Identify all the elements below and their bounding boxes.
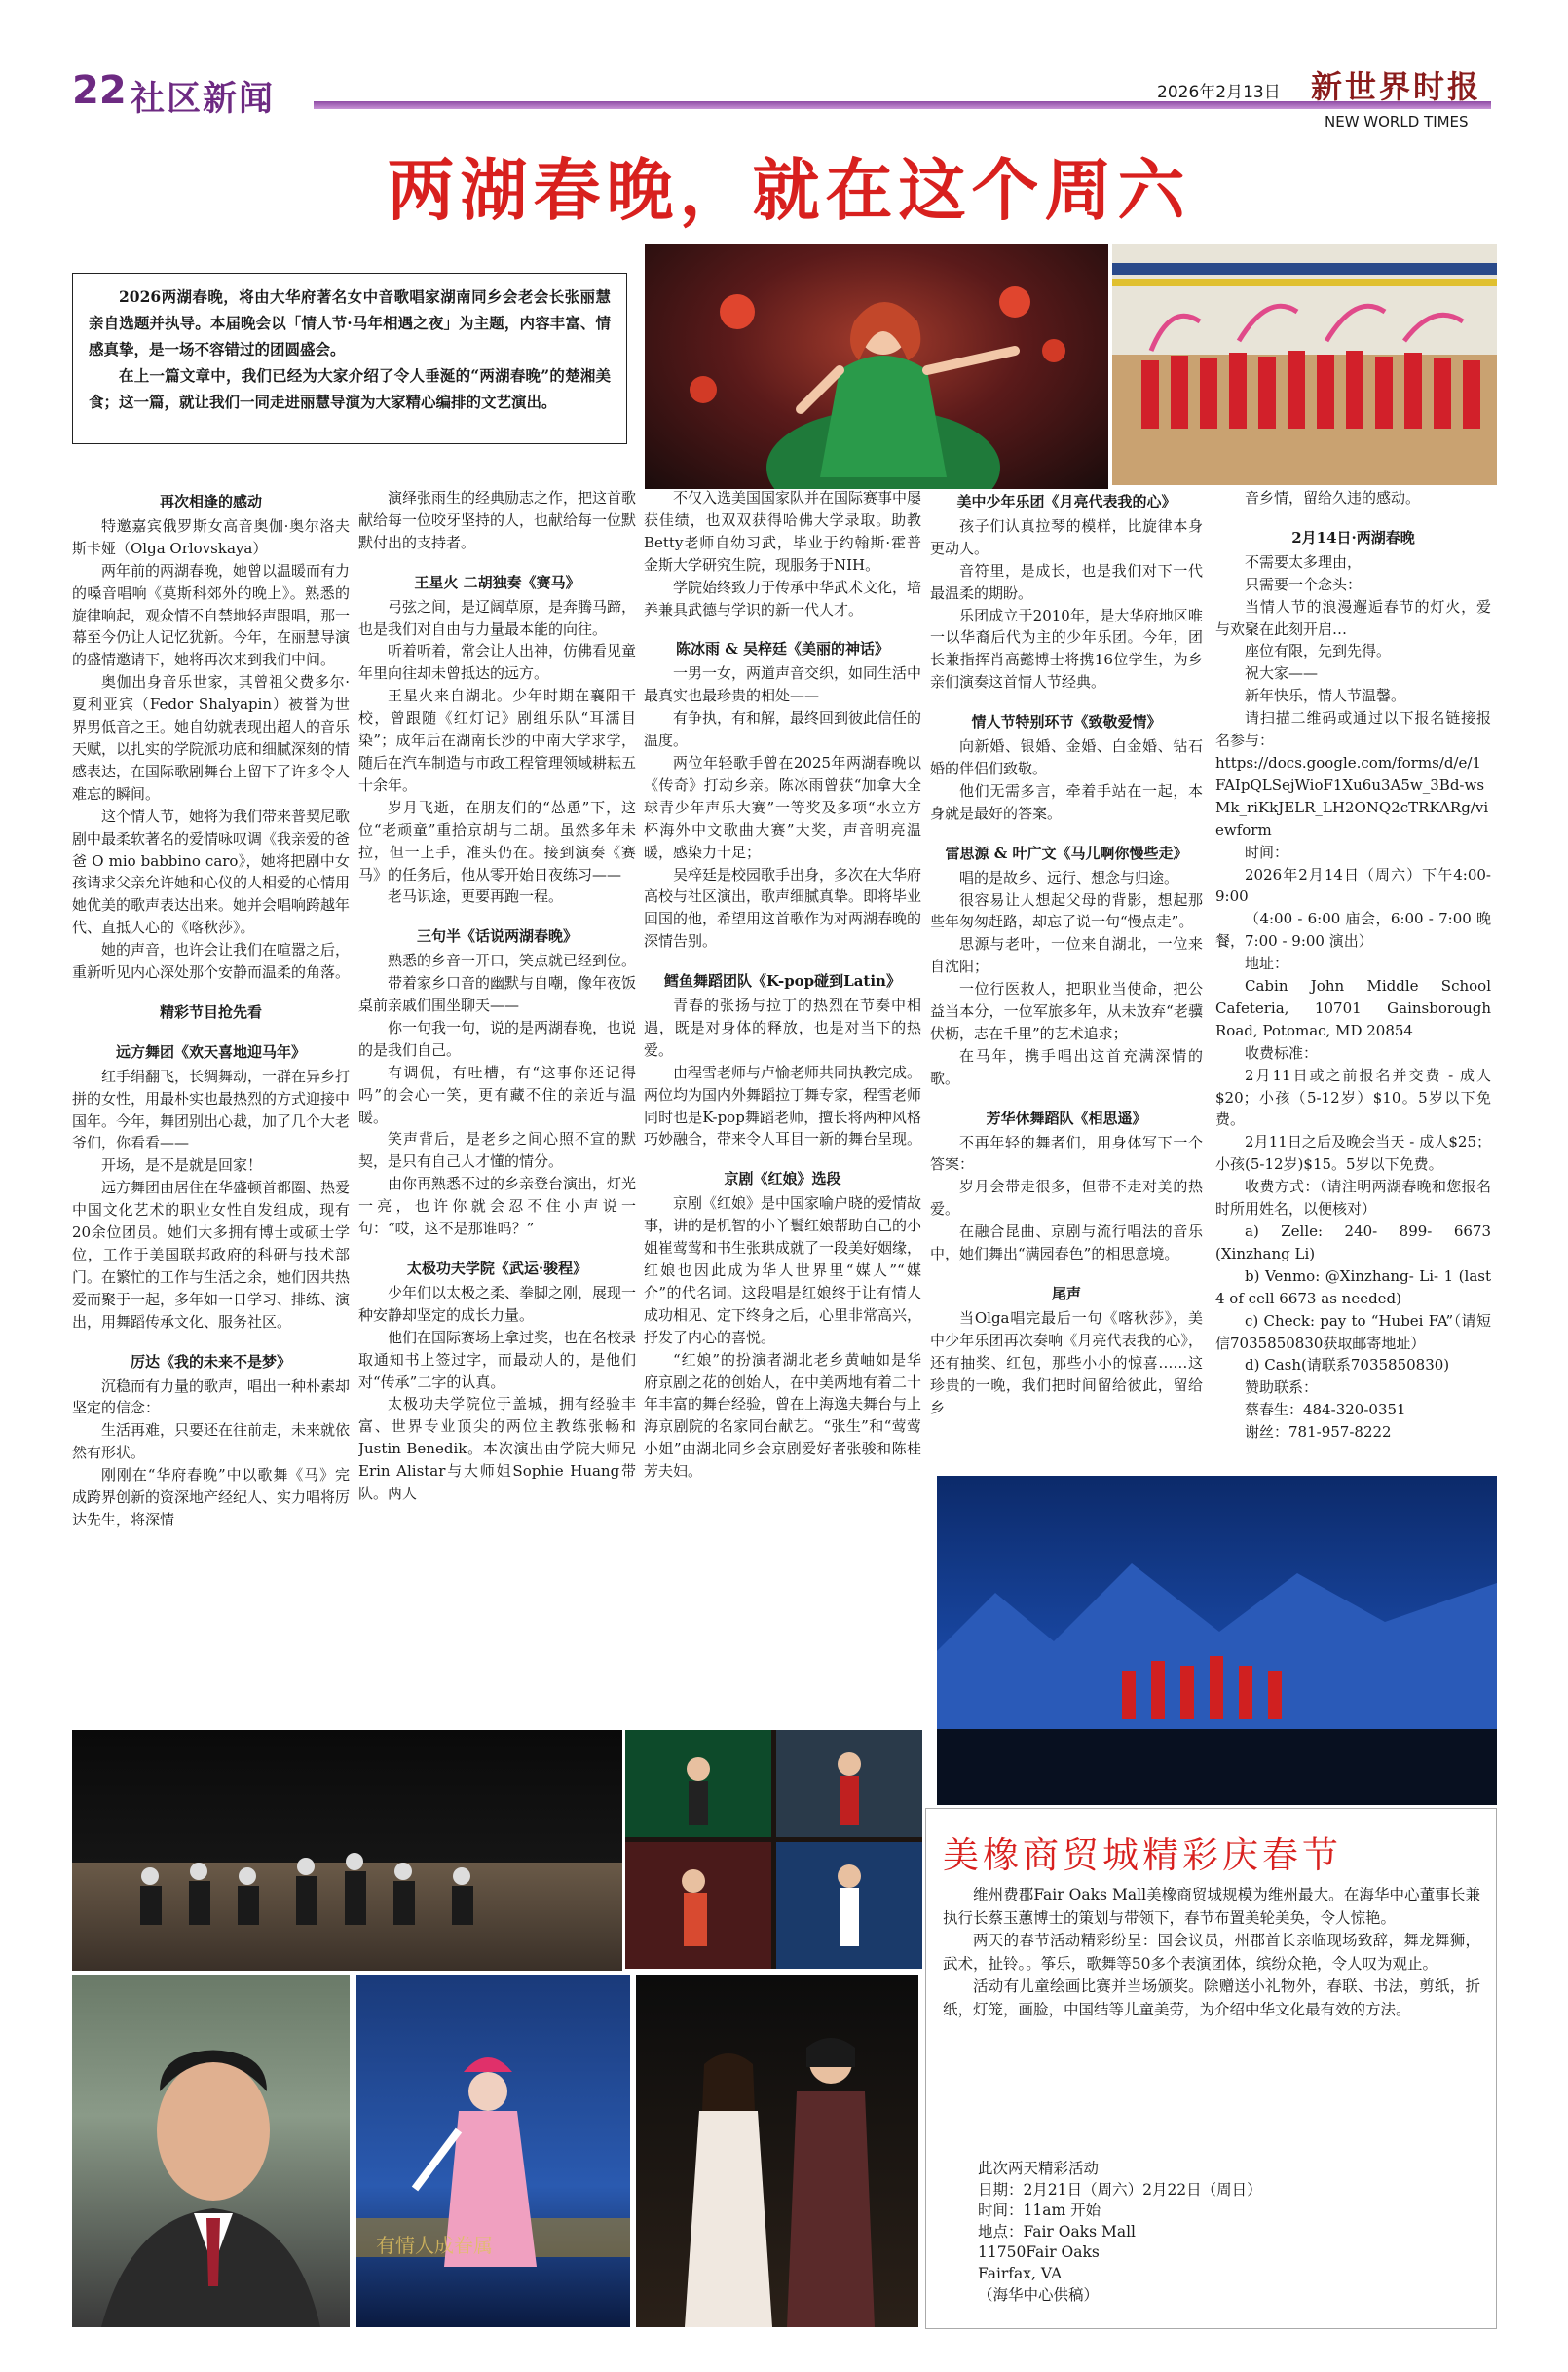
article-paragraph: 音乡情，留给久违的感动。 bbox=[1245, 489, 1421, 507]
article-paragraph: 当Olga唱完最后一句《喀秋莎》，美中少年乐团再次奏响《月亮代表我的心》，还有抽奖、红包，那些小小的惊喜……这珍贵的一晚，我们把时间留给彼此，留给乡 bbox=[930, 1308, 1203, 1416]
subheading: 鳕鱼舞蹈团队《K-pop碰到Latin》 bbox=[664, 972, 901, 991]
ad-paragraph: 活动有儿童绘画比赛并当场颁奖。除赠送小礼物外，春联、书法，剪纸，折纸，灯笼，画脸，中国结等儿童美劳，为介绍中华文化最有效的方法。 bbox=[943, 1977, 1480, 2018]
article-column-3 bbox=[644, 487, 921, 1666]
subheading: 芳华休舞蹈队《相思遥》 bbox=[986, 1109, 1147, 1127]
subheading: 京剧《红娘》选段 bbox=[724, 1170, 841, 1188]
ad-paragraph: 维州费郡Fair Oaks Mall美橡商贸城规模为维州最大。在海华中心董事长兼执行长蔡玉蕙博士的策划与带领下，春节布置美轮美奂，令人惊艳。 bbox=[943, 1886, 1480, 1927]
ad-body bbox=[943, 1884, 1480, 2021]
article-paragraph: （4:00 - 6:00 庙会，6:00 - 7:00 晚餐，7:00 - 9:00 演出） bbox=[1215, 910, 1491, 951]
ad-info-line: 此次两天精彩活动 bbox=[978, 2160, 1100, 2177]
subheading: 厉达《我的未来不是梦》 bbox=[130, 1352, 291, 1371]
photo-peking-opera bbox=[356, 1975, 630, 2327]
article-paragraph: 熟悉的乡音一开口，笑点就已经到位。 bbox=[388, 952, 636, 970]
article-paragraph: 2026年2月14日（周六）下午4:00-9:00 bbox=[1215, 865, 1491, 906]
article-paragraph: 由程雪老师与卢愉老师共同执教完成。两位均为国内外舞蹈拉丁舞专家，程雪老师同时也是K-pop舞蹈老师，擅长将两种风格巧妙融合，带来令人耳目一新的舞台呈现。 bbox=[644, 1063, 921, 1148]
section-title: 社区新闻 bbox=[131, 80, 276, 119]
photo-soprano bbox=[645, 244, 1108, 489]
article-paragraph: 祝大家—— bbox=[1245, 664, 1319, 683]
article-paragraph: 王星火来自湖北。少年时期在襄阳干校，曾跟随《红灯记》剧组乐队“耳濡目染”；成年后在湖南长沙的中南大学求学，随后在汽车制造与市政工程管理领域耕耘五十余年。 bbox=[358, 687, 636, 794]
article-paragraph: 沉稳而有力量的歌声，唱出一种朴素却坚定的信念： bbox=[72, 1376, 350, 1417]
soprano-illustration bbox=[645, 244, 1108, 489]
article-paragraph: 思源与老叶，一位来自湖北，一位来自沈阳； bbox=[930, 935, 1203, 976]
article-paragraph: b) Venmo: @Xinzhang- Li- 1 (last 4 of cell 6673 as needed) bbox=[1215, 1266, 1491, 1307]
article-paragraph: 当情人节的浪漫邂逅春节的灯火，爱与欢聚在此刻开启… bbox=[1215, 597, 1491, 638]
article-paragraph: 不仅入选美国国家队并在国际赛事中屡获佳绩，也双双获得哈佛大学录取。助教Betty老师自幼习武，毕业于约翰斯·霍普金斯大学研究生院，现服务于NIH。 bbox=[644, 489, 921, 574]
ad-info-line: 时间：11am 开始 bbox=[978, 2202, 1101, 2220]
article-paragraph: 孩子们认真拉琴的模样，比旋律本身更动人。 bbox=[930, 516, 1203, 557]
article-paragraph: 你一句我一句，说的是两湖春晚，也说的是我们自己。 bbox=[358, 1018, 636, 1059]
article-paragraph: 新年快乐，情人节温馨。 bbox=[1245, 687, 1406, 705]
page-number: 22 bbox=[72, 68, 127, 113]
article-paragraph: 有争执，有和解，最终回到彼此信任的温度。 bbox=[644, 709, 921, 750]
article-paragraph: 她的声音，也许会让我们在喧嚣之后，重新听见内心深处那个安静而温柔的角落。 bbox=[72, 941, 350, 982]
dance-collage-illustration bbox=[625, 1730, 922, 1969]
article-paragraph: 两位年轻歌手曾在2025年两湖春晚以《传奇》打动乡亲。陈冰雨曾获“加拿大全球青少年声乐大赛”一等奖及多项“水立方杯海外中文歌曲大赛”大奖，声音明亮温暖，感染力十足； bbox=[644, 753, 921, 861]
article-paragraph: 红手绢翻飞，长绸舞动，一群在异乡打拼的女性，用最朴实也最热烈的方式迎接中国年。今年，舞团别出心裁，加了几个大老爷们，你看看—— bbox=[72, 1067, 350, 1152]
article-paragraph: 吴梓廷是校园歌手出身，多次在大华府高校与社区演出，歌声细腻真挚。即将毕业回国的他，希望用这首歌作为对两湖春晚的深情告别。 bbox=[644, 865, 921, 951]
subheading: 三句半《话说两湖春晚》 bbox=[416, 927, 578, 946]
subheading: 陈冰雨 & 吴梓廷《美丽的神话》 bbox=[676, 640, 889, 659]
article-paragraph: 不再年轻的舞者们，用身体写下一个答案： bbox=[930, 1133, 1203, 1174]
article-paragraph: 请扫描二维码或通过以下报名链接报名参与： bbox=[1215, 709, 1491, 750]
article-paragraph: 蔡春生：484-320-0351 bbox=[1245, 1401, 1406, 1419]
article-paragraph: 少年们以太极之柔、拳脚之刚，展现一种安静却坚定的成长力量。 bbox=[358, 1283, 636, 1324]
duet-illustration bbox=[636, 1975, 918, 2327]
article-paragraph: 岁月会带走很多，但带不走对美的热爱。 bbox=[930, 1178, 1203, 1219]
article-paragraph: 在融合昆曲、京剧与流行唱法的音乐中，她们舞出“满园春色”的相思意境。 bbox=[930, 1223, 1203, 1263]
article-paragraph: 两年前的两湖春晚，她曾以温暖而有力的嗓音唱响《莫斯科郊外的晚上》。熟悉的旋律响起，观众情不自禁地轻声跟唱，那一幕至今仍让人记忆犹新。今年，在丽慧导演的盛情邀请下，她将再次来到我们中间。 bbox=[72, 561, 350, 669]
article-paragraph: 收费标准： bbox=[1245, 1043, 1319, 1062]
article-paragraph: 2月11日或之前报名并交费 - 成人$20；小孩（5-12岁）$10。5岁以下免费。 bbox=[1215, 1066, 1491, 1129]
subheading: 太极功夫学院《武运·骏程》 bbox=[406, 1260, 588, 1277]
ad-info-line: 11750Fair Oaks bbox=[978, 2243, 1100, 2262]
article-paragraph: 太极功夫学院位于盖城，拥有经验丰富、世界专业顶尖的两位主教练张畅和Justin Benedik。本次演出由学院大师兄Erin Alistar与大师姐Sophie Huang带队。两人 bbox=[358, 1395, 636, 1503]
subheading: 远方舞团《欢天喜地迎马年》 bbox=[115, 1042, 306, 1061]
article-paragraph: 收费方式：（请注明两湖春晚和您报名时所用姓名，以便核对） bbox=[1215, 1178, 1491, 1219]
masthead: 新世界时报 bbox=[1311, 68, 1482, 105]
orchestra-illustration bbox=[72, 1730, 622, 1971]
article-paragraph: 有调侃，有吐槽，有“这事你还记得吗”的会心一笑，更有藏不住的亲近与温暖。 bbox=[358, 1063, 636, 1126]
portrait-illustration bbox=[72, 1975, 350, 2327]
ad-paragraph: 两天的春节活动精彩纷呈：国会议员，州郡首长亲临现场致辞，舞龙舞狮，武术，扯铃。。筝乐，歌舞等50多个表演团体，缤纷众艳，令人叹为观止。 bbox=[943, 1932, 1480, 1973]
article-paragraph: 刚刚在“华府春晚”中以歌舞《马》完成跨界创新的资深地产经纪人、实力唱将厉达先生，将深情 bbox=[72, 1466, 350, 1528]
registration-link: https://docs.google.com/forms/d/e/1FAIpQLSejWioF1Xu6u3A5w_3Bd-wsMk_riKkJELR_LH2ONQ2cTRKARg/viewform bbox=[1215, 753, 1489, 839]
subheading: 2月14日·两湖春晚 bbox=[1291, 528, 1415, 546]
article-paragraph: 音符里，是成长，也是我们对下一代最温柔的期盼。 bbox=[930, 561, 1203, 602]
ad-event-info bbox=[978, 2159, 1262, 2306]
article-paragraph: 赞助联系： bbox=[1245, 1378, 1319, 1397]
article-paragraph: 他们无需多言，牵着手站在一起，本身就是最好的答案。 bbox=[930, 781, 1203, 822]
article-paragraph: 他们在国际赛场上拿过奖，也在名校录取通知书上签过字，而最动人的，是他们对“传承”二字的认真。 bbox=[358, 1328, 636, 1391]
article-paragraph: a) Zelle: 240- 899- 6673 (Xinzhang Li) bbox=[1215, 1223, 1491, 1262]
article-paragraph: 笑声背后，是老乡之间心照不宣的默契，是只有自己人才懂的情分。 bbox=[358, 1130, 636, 1171]
subheading: 王星火 二胡独奏《赛马》 bbox=[414, 573, 580, 591]
ad-info-line: （海华中心供稿） bbox=[978, 2285, 1100, 2304]
article-paragraph: 时间： bbox=[1245, 843, 1289, 861]
article-paragraph: 生活再难，只要还在往前走，未来就依然有形状。 bbox=[72, 1421, 350, 1462]
subheading: 再次相逢的感动 bbox=[159, 493, 262, 510]
intro-paragraph: 2026两湖春晚，将由大华府著名女中音歌唱家湖南同乡会老会长张丽慧亲自选题并执导。本届晚会以「情人节·马年相遇之夜」为主题，内容丰富、情感真挚，是一场不容错过的团圆盛会。 bbox=[89, 287, 611, 358]
article-paragraph: 由你再熟悉不过的乡亲登台演出，灯光一亮，也许你就会忍不住小声说一句：“哎，这不是那谁吗？” bbox=[358, 1175, 636, 1238]
article-column-1 bbox=[72, 487, 350, 1666]
article-paragraph: 青春的张扬与拉丁的热烈在节奏中相遇，既是对身体的释放，也是对当下的热爱。 bbox=[644, 997, 921, 1059]
article-paragraph: 唱的是故乡、远行、想念与归途。 bbox=[959, 868, 1179, 886]
ad-title: 美橡商贸城精彩庆春节 bbox=[943, 1834, 1342, 1876]
subheading: 美中少年乐团《月亮代表我的心》 bbox=[956, 493, 1176, 510]
stage-backdrop-text: 有情人成眷属 bbox=[376, 2234, 493, 2257]
dancers-illustration bbox=[1112, 244, 1497, 485]
article-paragraph: 演绎张雨生的经典励志之作，把这首歌献给每一位咬牙坚持的人，也献给每一位默默付出的支持者。 bbox=[358, 489, 636, 551]
photo-latin-dance bbox=[625, 1730, 922, 1969]
article-paragraph: 这个情人节，她将为我们带来普契尼歌剧中最柔软著名的爱情咏叹调《我亲爱的爸爸 O mio babbino caro》，她将把剧中女孩请求父亲允许她和心仪的人相爱的心情用她优美的歌声表达出来。她并会唱响跨越年代、直抵人心的《喀秋莎》。 bbox=[72, 807, 350, 937]
article-paragraph: 谢丝：781-957-8222 bbox=[1245, 1423, 1392, 1442]
intro-box bbox=[72, 273, 627, 444]
article-paragraph: 学院始终致力于传承中华武术文化，培养兼具武德与学识的新一代人才。 bbox=[644, 578, 921, 619]
article-paragraph: 只需要一个念头： bbox=[1245, 575, 1363, 593]
article-paragraph: 带着家乡口音的幽默与自嘲，像年夜饭桌前亲戚们围坐聊天—— bbox=[358, 974, 636, 1015]
article-paragraph: 地址： bbox=[1245, 955, 1289, 973]
subheading: 雷思源 & 叶广文《马儿啊你慢些走》 bbox=[945, 844, 1188, 862]
subheading: 精彩节目抢先看 bbox=[159, 1002, 262, 1021]
article-paragraph: 一男一女，两道声音交织，如同生活中最真实也最珍贵的相处—— bbox=[644, 664, 921, 705]
photo-duet-singers bbox=[636, 1975, 918, 2327]
article-paragraph: 不需要太多理由， bbox=[1245, 552, 1363, 571]
article-column-5 bbox=[1215, 487, 1491, 1461]
headline: 两湖春晚，就在这个周六 bbox=[387, 151, 1191, 230]
article-paragraph: 特邀嘉宾俄罗斯女高音奥伽·奥尔洛夫斯卡娅（Olga Orlovskaya） bbox=[72, 516, 350, 557]
subheading: 尾声 bbox=[1051, 1285, 1081, 1302]
article-paragraph: 开场，是不是就是回家！ bbox=[101, 1156, 263, 1175]
article-column-4 bbox=[930, 487, 1203, 1461]
photo-portrait-singer bbox=[72, 1975, 350, 2327]
intro-paragraph: 在上一篇文章中，我们已经为大家介绍了令人垂涎的“两湖春晚”的楚湘美食；这一篇，就让我们一同走进丽慧导演为大家精心编排的文艺演出。 bbox=[89, 366, 611, 411]
photo-youth-orchestra bbox=[72, 1730, 622, 1971]
article-paragraph: 远方舞团由居住在华盛顿首都圈、热爱中国文化艺术的职业女性自发组成，现有20余位团员。她们大多拥有博士或硕士学位，工作于美国联邦政府的科研与技术部门。在繁忙的工作与生活之余，她们因共热爱而聚于一起，多年如一日学习、排练、演出，用舞蹈传承文化、服务社区。 bbox=[72, 1179, 350, 1331]
article-paragraph: 岁月飞逝，在朋友们的“怂恿”下，这位“老顽童”重拾京胡与二胡。虽然多年未拉，但一上手，准头仍在。接到演奏《赛马》的任务后，他从零开始日夜练习—— bbox=[358, 798, 636, 884]
subheading: 情人节特别环节《致敬爱情》 bbox=[971, 713, 1162, 732]
photo-stage-performance bbox=[937, 1476, 1497, 1805]
article-paragraph: c) Check: pay to “Hubei FA”（请短信7035850830获取邮寄地址） bbox=[1215, 1311, 1491, 1352]
ad-info-line: Fairfax, VA bbox=[978, 2264, 1063, 2282]
article-paragraph: 座位有限，先到先得。 bbox=[1245, 642, 1392, 660]
article-paragraph: 很容易让人想起父母的背影，想起那些年匆匆赶路，却忘了说一句“慢点走”。 bbox=[930, 890, 1203, 931]
article-paragraph: 老马识途，更要再跑一程。 bbox=[388, 887, 564, 906]
article-column-2 bbox=[358, 487, 636, 1666]
photo-dance-troupe bbox=[1112, 244, 1497, 485]
article-paragraph: Cabin John Middle School Cafeteria, 10701 Gainsborough Road, Potomac, MD 20854 bbox=[1215, 977, 1491, 1039]
masthead-english: NEW WORLD TIMES bbox=[1325, 113, 1469, 131]
article-paragraph: 一位行医救人，把职业当使命，把公益当本分，一位军旅多年，从未放弃“老骥伏枥，志在千里”的艺术追求； bbox=[930, 980, 1203, 1042]
article-paragraph: 向新婚、银婚、金婚、白金婚、钻石婚的伴侣们致敬。 bbox=[930, 737, 1203, 777]
ad-info-line: 地点：Fair Oaks Mall bbox=[978, 2222, 1136, 2240]
article-paragraph: 奥伽出身音乐世家，其曾祖父费多尔·夏利亚宾（Fedor Shalyapin）被誉为世界男低音之王。她自幼就表现出超人的音乐天赋，以扎实的学院派功底和细腻深刻的情感表达，在国际歌剧舞台上留下了许多令人难忘的瞬间。 bbox=[72, 673, 350, 803]
article-paragraph: 听着听着，常会让人出神，仿佛看见童年里向往却未曾抵达的远方。 bbox=[358, 642, 636, 683]
article-paragraph: d) Cash(请联系7035850830) bbox=[1245, 1356, 1450, 1374]
article-paragraph: 2月11日之后及晚会当天 - 成人$25；小孩(5-12岁)$15。5岁以下免费。 bbox=[1215, 1133, 1491, 1174]
opera-illustration bbox=[356, 1975, 630, 2327]
stage-illustration bbox=[937, 1476, 1497, 1805]
issue-date: 2026年2月13日 bbox=[1157, 83, 1281, 102]
article-paragraph: 乐团成立于2010年，是大华府地区唯一以华裔后代为主的少年乐团。今年，团长兼指挥肖高懿博士将携16位学生，为乡亲们演奏这首情人节经典。 bbox=[930, 606, 1203, 692]
article-paragraph: 在马年，携手唱出这首充满深情的歌。 bbox=[930, 1046, 1203, 1087]
ad-info-line: 日期：2月21日（周六）2月22日（周日） bbox=[978, 2180, 1262, 2199]
article-paragraph: 京剧《红娘》是中国家喻户晓的爱情故事，讲的是机智的小丫鬟红娘帮助自己的小姐崔莺莺和书生张珙成就了一段美好姻缘，红娘也因此成为华人世界里“媒人”“媒介”的代名词。这段唱是红娘终于让有情人成功相见、定下终身之后，心里非常高兴，抒发了内心的喜悦。 bbox=[644, 1194, 921, 1346]
article-paragraph: 弓弦之间，是辽阔草原，是奔腾马蹄，也是我们对自由与力量最本能的向往。 bbox=[358, 597, 636, 638]
article-paragraph: “红娘”的扮演者湖北老乡黄岫如是华府京剧之花的创始人，在中美两地有着二十年丰富的舞台经验，曾在上海逸夫舞台与上海京剧院的名家同台献艺。“张生”和“莺莺小姐”由湖北同乡会京剧爱好者张骏和陈桂芳夫妇。 bbox=[644, 1350, 921, 1481]
